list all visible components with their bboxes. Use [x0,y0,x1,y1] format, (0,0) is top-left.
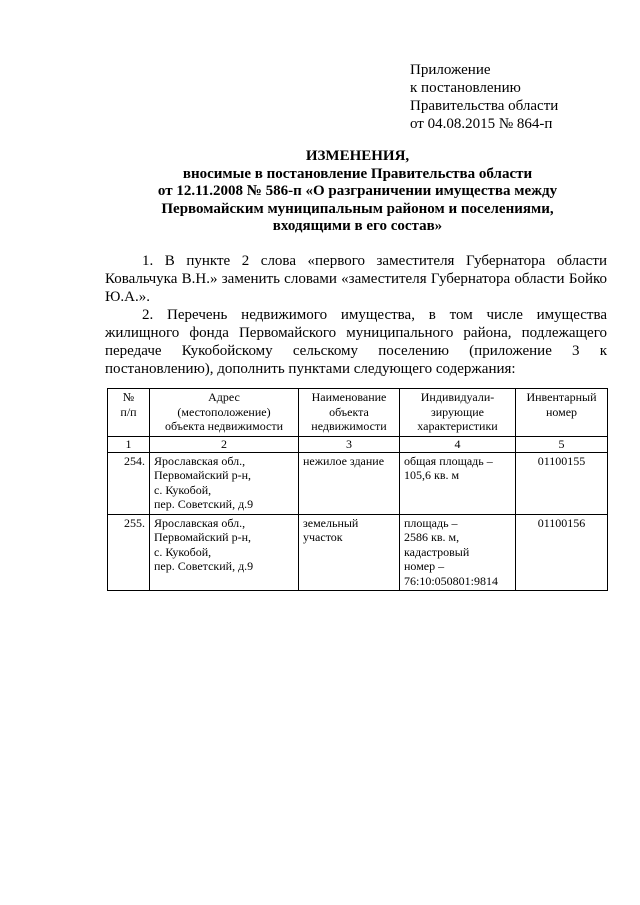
row-characteristics: общая площадь – 105,6 кв. м [400,452,516,514]
document-title [120,148,595,236]
header-object-name: Наименование объекта недвижимости [299,389,400,437]
property-table [107,388,608,591]
paragraph-2: 2. Перечень недвижимого имущества, в том числе имущества жилищного фонда Первомайского муниципального района, подлежащего передаче Кукобойскому сельскому поселению (приложение 3 к постановлению), дополнить пунктами следующего содержания: [105,307,607,377]
row-inventory-number: 01100155 [516,452,608,514]
row-address: Ярославская обл., Первомайский р-н, с. Кукобой, пер. Советский, д.9 [150,452,299,514]
table-header-row [108,389,608,437]
table-row [108,514,608,591]
appendix-line: Правительства области [410,98,559,114]
table-row [108,452,608,514]
row-number: 255. [108,514,150,591]
header-inventory-number: Инвентарный номер [516,389,608,437]
index-cell: 1 [108,437,150,453]
title-line: вносимые в постановление Правительства области [182,165,533,182]
appendix-line: Приложение [410,62,491,78]
index-cell: 2 [150,437,299,453]
body-text [105,252,607,378]
paragraph-1: 1. В пункте 2 слова «первого заместителя Губернатора области Ковальчука В.Н.» заменить словами «заместителя Губернатора области Бойко Ю.А.». [105,253,607,305]
index-cell: 3 [299,437,400,453]
appendix-line: к постановлению [410,80,521,96]
title-line: Первомайским муниципальным районом и поселениями, [161,200,554,217]
title-line: от 12.11.2008 № 586-п «О разграничении имущества между [157,183,558,199]
title-line: ИЗМЕНЕНИЯ, [305,148,410,164]
appendix-reference [410,61,558,133]
index-cell: 4 [400,437,516,453]
title-line: входящими в его состав» [272,218,443,234]
index-cell: 5 [516,437,608,453]
row-inventory-number: 01100156 [516,514,608,591]
row-number: 254. [108,452,150,514]
appendix-line: от 04.08.2015 № 864-п [410,116,553,132]
row-characteristics: площадь – 2586 кв. м, кадастровый номер – 76:10:050801:9814 [400,514,516,591]
header-number: № п/п [108,389,150,437]
row-object-name: земельный участок [299,514,400,591]
header-address: Адрес (местоположение) объекта недвижимости [150,389,299,437]
header-characteristics: Индивидуали- зирующие характеристики [400,389,516,437]
table-index-row [108,437,608,453]
row-address: Ярославская обл., Первомайский р-н, с. Кукобой, пер. Советский, д.9 [150,514,299,591]
row-object-name: нежилое здание [299,452,400,514]
